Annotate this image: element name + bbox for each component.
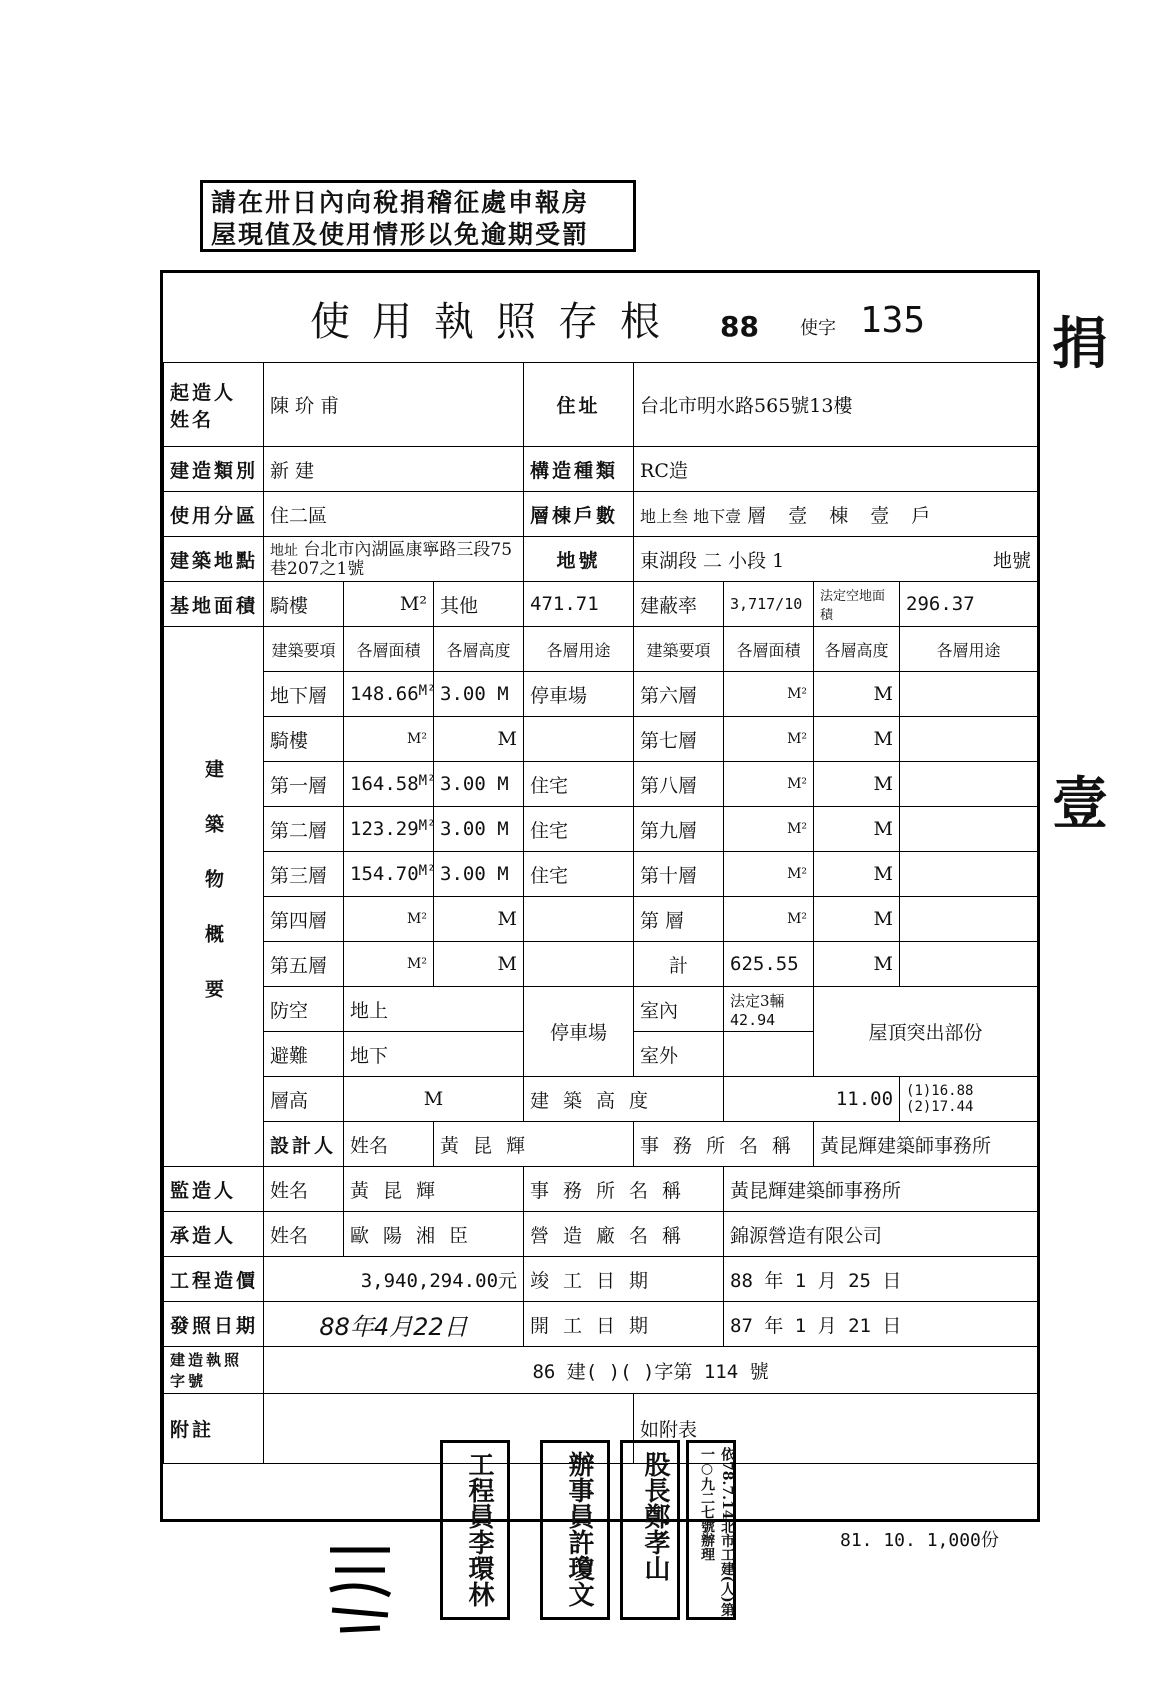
stamp-chief: 股長鄭孝山 (620, 1440, 680, 1620)
supervisor-name: 黃昆輝 (344, 1167, 524, 1212)
height-row: 層高 M 建築高度 11.00 (1)16.88 (2)17.44 (164, 1077, 1038, 1122)
build-type-value: 新 建 (264, 447, 524, 492)
note-label: 附註 (164, 1394, 264, 1464)
permit-year: 88 (720, 310, 759, 343)
item-header: 建築要項 (264, 627, 344, 672)
site-address: 地址 台北市內湖區康寧路三段75巷207之1號 (264, 537, 524, 582)
site-area-label: 基地面積 (164, 582, 264, 627)
zoning-value: 住二區 (264, 492, 524, 537)
contractor-name-label: 姓名 (264, 1212, 344, 1257)
arcade-label: 騎樓 (264, 582, 344, 627)
open-space-label: 法定空地面積 (814, 582, 900, 627)
coverage-label: 建蔽率 (634, 582, 724, 627)
permit-no-value: 86 建( )( )字第 114 號 (264, 1347, 1038, 1394)
floor-row: 第三層 $154.70^{M^2}$ 3.00 M 住宅 第十層 M² M (164, 852, 1038, 897)
stamp-engineer: 工程員李環林 (440, 1440, 510, 1620)
defense-row: 防空 地上 停車場 室內 法定3輛 42.94 屋頂突出部份 (164, 987, 1038, 1032)
stamp-clerk: 辦事員許瓊文 (540, 1440, 610, 1620)
structure-label: 構造種類 (524, 447, 634, 492)
owner-address-label: 住址 (524, 363, 634, 447)
height-header: 各層高度 (434, 627, 524, 672)
area-header-2: 各層面積 (724, 627, 814, 672)
other-area-value: 471.71 (524, 582, 634, 627)
permit-title: 使用執照存根 (310, 299, 682, 345)
floor-row: 地下層 $148.66^{M^2}$ 3.00 M 停車場 第六層 M² M (164, 672, 1038, 717)
permit-form-table (163, 362, 1038, 1464)
build-type-label: 建造類別 (164, 447, 264, 492)
supervisor-name-label: 姓名 (264, 1167, 344, 1212)
use-header-2: 各層用途 (900, 627, 1038, 672)
open-space-value: 296.37 (900, 582, 1038, 627)
supervisor-office: 黃昆輝建築師事務所 (724, 1167, 1038, 1212)
permit-prefix: 使字 (800, 318, 836, 339)
issue-date-label: 發照日期 (164, 1302, 264, 1347)
stamp-authority: 依78.7.14北市工建(人)第一○九二七號辦理 (686, 1440, 736, 1620)
owner-label: 起造人 姓名 (164, 363, 264, 447)
contractor-office: 錦源營造有限公司 (724, 1212, 1038, 1257)
use-header: 各層用途 (524, 627, 634, 672)
permit-no-label: 建造執照字號 (164, 1347, 264, 1394)
building-summary-label: 建築物概要 (164, 627, 264, 1167)
floor-row: 第五層 M² M 計 625.55 M (164, 942, 1038, 987)
contractor-label: 承造人 (164, 1212, 264, 1257)
other-area: 其他 (434, 582, 524, 627)
designer-name: 黃昆輝 (434, 1122, 634, 1167)
permit-number: 135 (860, 300, 926, 341)
contractor-office-label: 營造廠名稱 (524, 1212, 724, 1257)
completion-label: 竣工日期 (524, 1257, 724, 1302)
side-mark: 壹 (1052, 771, 1108, 837)
defense-row: 避難 地下 室外 (164, 1032, 1038, 1077)
owner-address: 台北市明水路565號13樓 (634, 363, 1038, 447)
item-header-2: 建築要項 (634, 627, 724, 672)
lot-value: 東湖段 二 小段 1 地號 (634, 537, 1038, 582)
floor-row: 第一層 $164.58^{M^2}$ 3.00 M 住宅 第八層 M² M (164, 762, 1038, 807)
height-header-2: 各層高度 (814, 627, 900, 672)
completion-date: 88 年 1 月 25 日 (724, 1257, 1038, 1302)
structure-value: RC造 (634, 447, 1038, 492)
seal-mark (320, 1540, 400, 1640)
supervisor-office-label: 事務所名稱 (524, 1167, 724, 1212)
units-value: 地上叁 地下壹 層 壹 棟 壹 戶 (634, 492, 1038, 537)
supervisor-label: 監造人 (164, 1167, 264, 1212)
designer-label: 設計人 (264, 1122, 344, 1167)
site-label: 建築地點 (164, 537, 264, 582)
floor-row: 第四層 M² M 第 層 M² M (164, 897, 1038, 942)
lot-label: 地號 (524, 537, 634, 582)
start-date: 87 年 1 月 21 日 (724, 1302, 1038, 1347)
floor-row: 騎樓 M² M 第七層 M² M (164, 717, 1038, 762)
owner-name: 陳 玠 甫 (264, 363, 524, 447)
coverage-value: 3,717/10 (724, 582, 814, 627)
designer-name-label: 姓名 (344, 1122, 434, 1167)
permit-title-bar (160, 270, 1040, 362)
cost-value: 3,940,294.00元 (264, 1257, 524, 1302)
zoning-label: 使用分區 (164, 492, 264, 537)
form-code: 81. 10. 1,000份 (840, 1530, 999, 1551)
contractor-name: 歐陽湘臣 (344, 1212, 524, 1257)
notice-line-1: 請在卅日內向稅捐稽征處申報房 (211, 188, 590, 217)
start-label: 開工日期 (524, 1302, 724, 1347)
side-mark: 捐 (1052, 311, 1108, 377)
issue-date: 88年4月22日 (264, 1302, 524, 1347)
tax-notice-box (200, 180, 636, 252)
area-header: 各層面積 (344, 627, 434, 672)
arcade-unit: M² (344, 582, 434, 627)
designer-office: 黃昆輝建築師事務所 (814, 1122, 1038, 1167)
note-value: 如附表 (634, 1394, 1038, 1464)
designer-office-label: 事務所名稱 (634, 1122, 814, 1167)
notice-line-2: 屋現值及使用情形以免逾期受罰 (211, 220, 590, 249)
cost-label: 工程造價 (164, 1257, 264, 1302)
units-label: 層棟戶數 (524, 492, 634, 537)
floor-row: 第二層 $123.29^{M^2}$ 3.00 M 住宅 第九層 M² M (164, 807, 1038, 852)
